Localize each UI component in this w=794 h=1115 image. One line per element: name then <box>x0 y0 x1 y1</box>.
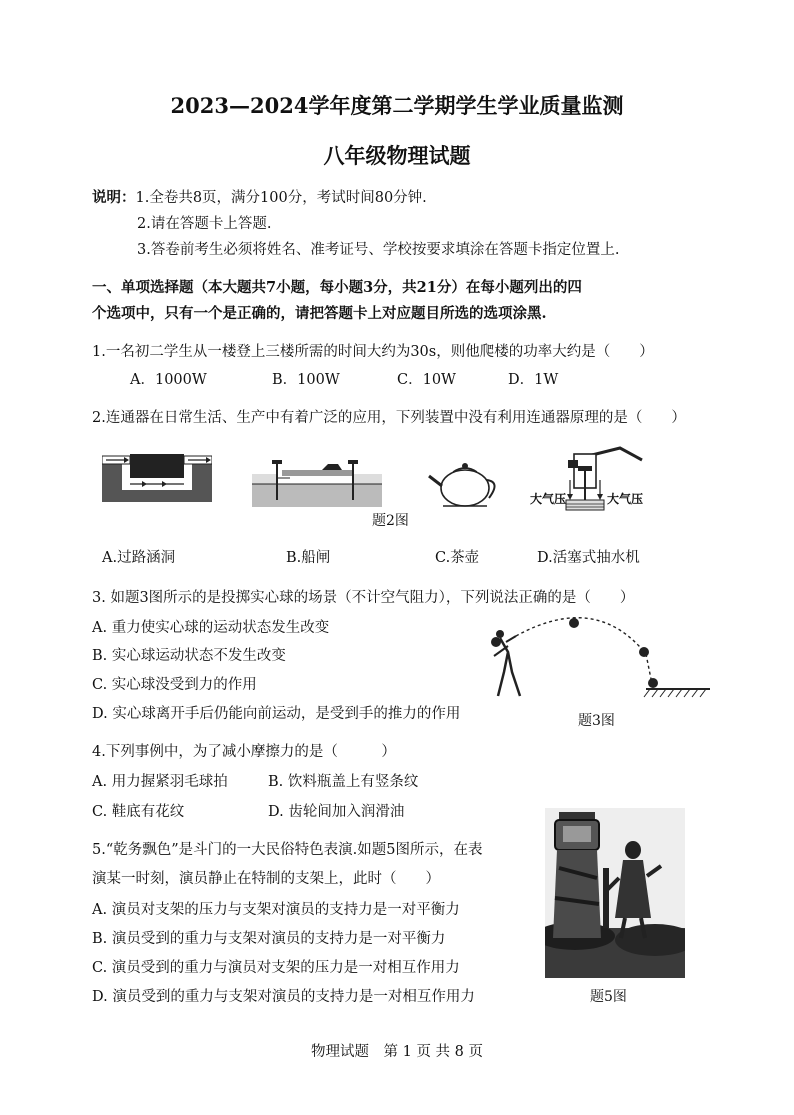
q1-stem: 1.一名初二学生从一楼登上三楼所需的时间大约为30s，则他爬楼的功率大约是（ ） <box>92 344 654 360</box>
page-footer: 物理试题 第 1 页 共 8 页 <box>311 1044 483 1060</box>
notes-item-3: 3.答卷前考生必须将姓名、准考证号、学校按要求填涂在答题卡指定位置上. <box>137 242 620 258</box>
shot-put-figure <box>486 612 712 704</box>
pump-label-right: 大气压 <box>607 492 644 506</box>
q4-option-b: B. 饮料瓶盖上有竖条纹 <box>268 774 419 790</box>
q4-option-a: A. 用力握紧羽毛球拍 <box>92 774 228 790</box>
section-heading-line-2: 个选项中，只有一个是正确的，请把答题卡上对应题目所选的选项涂黑. <box>92 305 547 322</box>
culvert-figure <box>102 452 212 502</box>
q3-option-b: B. 实心球运动状态不发生改变 <box>92 648 286 664</box>
pump-label-left: 大气压 <box>530 492 567 506</box>
q4-stem: 4.下列事例中，为了减小摩擦力的是（ ） <box>92 744 396 760</box>
exam-title: 2023—2024学年度第二学期学生学业质量监测 <box>170 93 624 118</box>
q5-stem-line-1: 5.“乾务飘色”是斗门的一大民俗特色表演.如题5图所示，在表 <box>92 842 483 858</box>
q2-option-c: C.茶壶 <box>435 550 480 566</box>
q4-option-d: D. 齿轮间加入润滑油 <box>268 804 405 820</box>
exam-subject-title: 八年级物理试题 <box>323 143 471 168</box>
q5-option-a: A. 演员对支架的压力与支架对演员的支持力是一对平衡力 <box>92 902 460 918</box>
notes-item-1: 1.全卷共8页，满分100分，考试时间80分钟. <box>135 190 427 206</box>
q1-option-a: A．1000W <box>130 372 207 388</box>
q2-figure-caption: 题2图 <box>372 513 409 529</box>
notes-item-2: 2.请在答题卡上答题. <box>137 216 272 232</box>
section-heading-line-1: 一、单项选择题（本大题共7小题，每小题3分，共21分）在每小题列出的四 <box>92 279 582 296</box>
q2-option-d: D.活塞式抽水机 <box>537 550 640 566</box>
q3-stem: 3. 如题3图所示的是投掷实心球的场景（不计空气阻力），下列说法正确的是（ ） <box>92 590 635 606</box>
q2-option-b: B.船闸 <box>286 550 331 566</box>
q3-option-a: A. 重力使实心球的运动状态发生改变 <box>92 620 330 636</box>
q5-figure-caption: 题5图 <box>590 989 627 1005</box>
q5-option-c: C. 演员受到的重力与演员对支架的压力是一对相互作用力 <box>92 960 460 976</box>
q4-option-c: C. 鞋底有花纹 <box>92 804 185 820</box>
q5-option-b: B. 演员受到的重力与支架对演员的支持力是一对平衡力 <box>92 931 446 947</box>
ship-lock-figure <box>252 452 382 507</box>
q2-option-a: A.过路涵洞 <box>102 550 176 566</box>
q1-option-c: C．10W <box>397 372 456 388</box>
q1-option-d: D．1W <box>508 372 559 388</box>
q2-stem: 2.连通器在日常生活、生产中有着广泛的应用，下列装置中没有利用连通器原理的是（ ） <box>92 410 686 426</box>
q1-option-b: B．100W <box>272 372 340 388</box>
folk-performance-photo <box>545 808 685 978</box>
q5-option-d: D. 演员受到的重力与支架对演员的支持力是一对相互作用力 <box>92 989 475 1005</box>
notes-label: 说明：1.全卷共8页，满分100分，考试时间80分钟. <box>92 189 427 206</box>
teapot-figure <box>425 454 505 509</box>
q3-option-d: D. 实心球离开手后仍能向前运动，是受到手的推力的作用 <box>92 706 461 722</box>
q3-option-c: C. 实心球没受到力的作用 <box>92 677 257 693</box>
q5-stem-line-2: 演某一时刻，演员静止在特制的支架上，此时（ ） <box>92 871 440 887</box>
q3-figure-caption: 题3图 <box>578 713 615 729</box>
